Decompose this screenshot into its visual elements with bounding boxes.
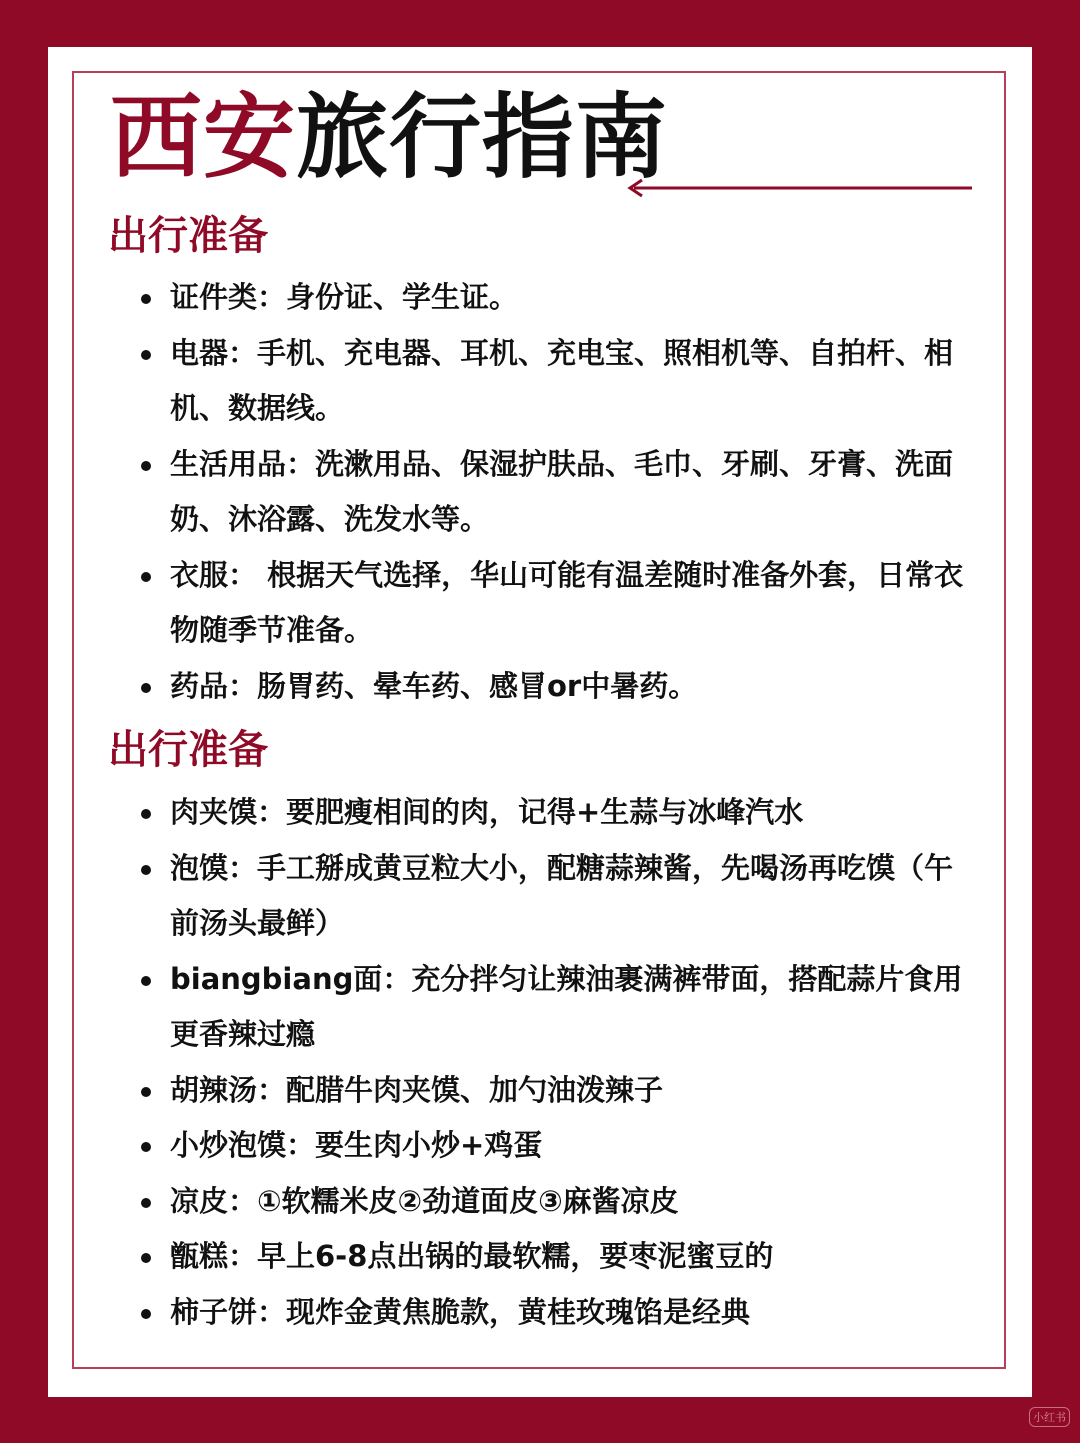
list-item: [48, 437, 1032, 548]
page-title: [110, 83, 668, 193]
list-item: [48, 1063, 1032, 1119]
list-item: [48, 952, 1032, 1063]
watermark-logo: 小红书: [1029, 1407, 1070, 1427]
list-item: [48, 1174, 1032, 1230]
list-item-text: 肉夹馍：要肥瘦相间的肉，记得+生蒜与冰峰汽水: [170, 795, 804, 829]
list-item: [48, 548, 1032, 659]
list-item: [48, 841, 1032, 952]
bullet-icon: [141, 572, 151, 582]
preparation-list: [48, 270, 1032, 714]
list-item-text: 泡馍：手工掰成黄豆粒大小，配糖蒜辣酱，先喝汤再吃馍（午前汤头最鲜）: [170, 850, 954, 940]
bullet-icon: [141, 1253, 151, 1263]
list-item-text: 胡辣汤：配腊牛肉夹馍、加勺油泼辣子: [170, 1072, 664, 1107]
list-item-text: 甑糕：早上6-8点出锅的最软糯，要枣泥蜜豆的: [170, 1239, 774, 1273]
list-item-text: 柿子饼：现炸金黄焦脆款，黄桂玫瑰馅是经典: [170, 1294, 751, 1329]
section-heading-food: 出行准备: [108, 727, 268, 773]
food-list: [48, 785, 1032, 1340]
bullet-icon: [141, 1198, 151, 1208]
list-item: [48, 1118, 1032, 1174]
bullet-icon: [141, 1087, 151, 1097]
list-item-text: 衣服： 根据天气选择，华山可能有温差随时准备外套，日常衣物随季节准备。: [170, 557, 964, 647]
list-item-text: 证件类：身份证、学生证。: [170, 280, 519, 314]
list-item-text: 生活用品：洗漱用品、保湿护肤品、毛巾、牙刷、牙膏、洗面奶、沐浴露、洗发水等。: [170, 446, 954, 536]
bullet-icon: [141, 1142, 151, 1152]
bullet-icon: [141, 683, 151, 693]
bullet-icon: [141, 461, 151, 471]
bullet-icon: [141, 1309, 151, 1319]
list-item-text: 凉皮：①软糯米皮②劲道面皮③麻酱凉皮: [170, 1183, 679, 1218]
bullet-icon: [141, 809, 151, 819]
list-item: [48, 659, 1032, 715]
list-item: [48, 1285, 1032, 1341]
list-item-text: 电器：手机、充电器、耳机、充电宝、照相机等、自拍杆、相机、数据线。: [170, 335, 954, 425]
title-accent: 西安: [110, 84, 297, 191]
arrow-left-icon: [624, 177, 974, 199]
bullet-icon: [141, 865, 151, 875]
bullet-icon: [141, 350, 151, 360]
bullet-icon: [141, 294, 151, 304]
list-item: [48, 326, 1032, 437]
list-item-text: biangbiang面：充分拌匀让辣油裹满裤带面，搭配蒜片食用更香辣过瘾: [170, 961, 963, 1051]
guide-card: [48, 47, 1032, 1397]
list-item: [48, 785, 1032, 841]
list-item-text: 小炒泡馍：要生肉小炒+鸡蛋: [170, 1128, 543, 1162]
bullet-icon: [141, 976, 151, 986]
list-item: [48, 1229, 1032, 1285]
list-item: [48, 270, 1032, 326]
list-item-text: 药品：肠胃药、晕车药、感冒or中暑药。: [170, 668, 698, 703]
title-rest: 旅行指南: [296, 84, 669, 191]
section-heading-preparation: 出行准备: [108, 213, 268, 259]
